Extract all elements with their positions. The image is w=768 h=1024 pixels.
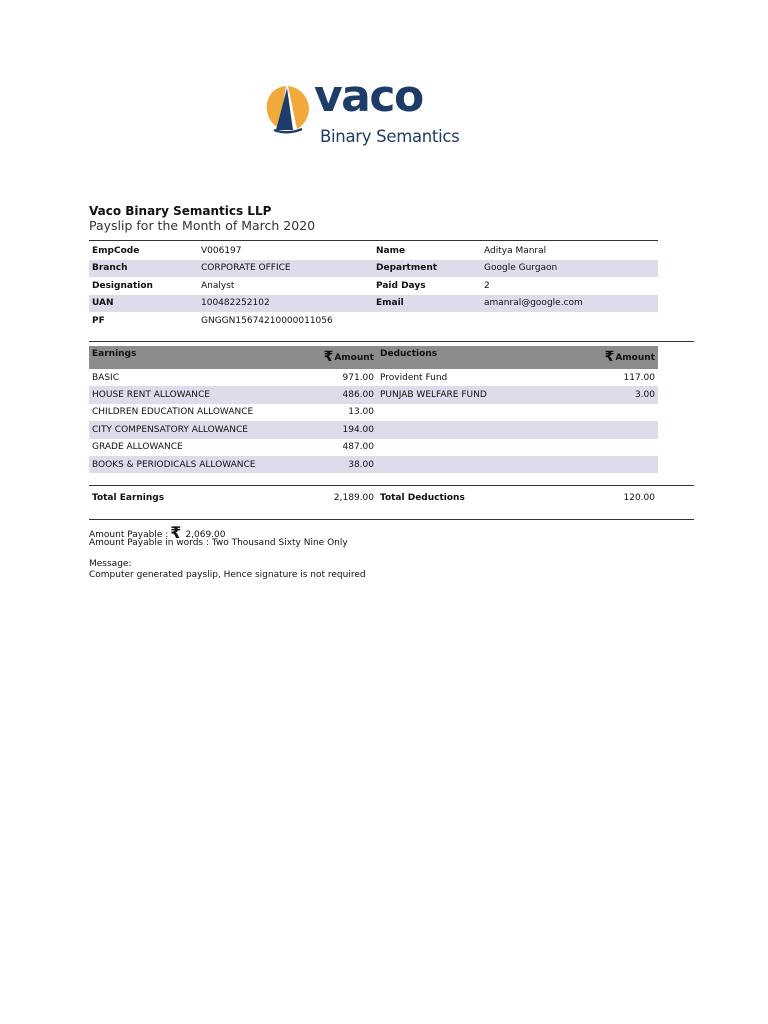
deductions-header: Deductions	[380, 349, 438, 359]
rupee-icon: ₹	[170, 523, 182, 542]
payable-in-words: Amount Payable in words : Two Thousand Sixty Nine Only	[89, 538, 348, 548]
payable-value: 2,069.00	[185, 530, 226, 540]
info-label: PF	[92, 315, 105, 326]
total-earnings-label: Total Earnings	[92, 493, 165, 503]
company-name: Vaco Binary Semantics LLP	[89, 204, 272, 218]
divider	[89, 485, 694, 486]
payslip-title: Payslip for the Month of March 2020	[89, 218, 316, 233]
info-label: Name	[376, 245, 406, 256]
earning-amount: 487.00	[342, 442, 374, 453]
divider	[89, 240, 658, 241]
divider	[89, 519, 694, 520]
info-value: GNGGN15674210000011056	[201, 315, 333, 326]
earnings-header: Earnings	[92, 349, 137, 359]
amount-header-2: ₹Amount	[604, 349, 655, 365]
deduction-amount: 3.00	[634, 390, 655, 401]
info-value: Aditya Manral	[484, 245, 547, 256]
info-value: Analyst	[201, 280, 235, 291]
payable-label: Amount Payable :	[89, 530, 169, 540]
info-value: Google Gurgaon	[484, 263, 558, 274]
total-deductions-label: Total Deductions	[380, 493, 465, 503]
info-row	[89, 277, 658, 295]
info-value: 2	[484, 280, 490, 291]
brand-word: vaco	[314, 71, 423, 122]
rupee-icon: ₹	[323, 349, 334, 365]
message-label: Message:	[89, 559, 132, 569]
earning-name: GRADE ALLOWANCE	[92, 442, 183, 453]
table-body	[89, 369, 658, 473]
employee-info	[89, 242, 658, 330]
earning-name: CHILDREN EDUCATION ALLOWANCE	[92, 407, 254, 418]
table-row	[89, 421, 658, 438]
table-row	[89, 404, 658, 421]
earning-name: BOOKS & PERIODICALS ALLOWANCE	[92, 459, 256, 470]
earning-amount: 971.00	[342, 372, 374, 383]
info-label: UAN	[92, 298, 114, 309]
sail-logo-icon	[264, 84, 316, 136]
earning-amount: 13.00	[348, 407, 374, 418]
info-value: amanral@google.com	[484, 298, 583, 309]
earning-name: HOUSE RENT ALLOWANCE	[92, 390, 210, 401]
info-label: EmpCode	[92, 245, 140, 256]
deduction-name: PUNJAB WELFARE FUND	[380, 390, 487, 401]
info-row	[89, 312, 658, 330]
table-row	[89, 369, 658, 386]
table-row	[89, 386, 658, 403]
deduction-name: Provident Fund	[380, 372, 448, 383]
info-label: Branch	[92, 263, 128, 274]
deduction-amount: 117.00	[623, 372, 655, 383]
info-label: Designation	[92, 280, 153, 291]
table-row	[89, 456, 658, 473]
amount-header: ₹Amount	[323, 349, 374, 365]
earning-name: BASIC	[92, 372, 119, 383]
message-text: Computer generated payslip, Hence signature is not required	[89, 570, 366, 580]
info-label: Paid Days	[376, 280, 426, 291]
table-row	[89, 439, 658, 456]
info-row	[89, 295, 658, 313]
divider	[89, 341, 694, 342]
total-earnings-value: 2,189.00	[333, 493, 374, 503]
info-row	[89, 242, 658, 260]
earning-amount: 38.00	[348, 459, 374, 470]
table-header	[89, 346, 658, 369]
info-value: 100482252102	[201, 298, 270, 309]
earning-amount: 486.00	[342, 390, 374, 401]
info-label: Email	[376, 298, 404, 309]
rupee-icon: ₹	[604, 349, 615, 365]
total-deductions-value: 120.00	[623, 493, 655, 503]
info-value: CORPORATE OFFICE	[201, 263, 291, 274]
earning-amount: 194.00	[342, 424, 374, 435]
info-row	[89, 260, 658, 278]
brand-subtitle: Binary Semantics	[320, 127, 460, 146]
vaco-logo	[264, 71, 484, 154]
totals-row	[89, 490, 658, 506]
info-value: V006197	[201, 245, 242, 256]
info-label: Department	[376, 263, 438, 274]
earning-name: CITY COMPENSATORY ALLOWANCE	[92, 424, 248, 435]
earnings-deductions-table	[89, 346, 658, 473]
